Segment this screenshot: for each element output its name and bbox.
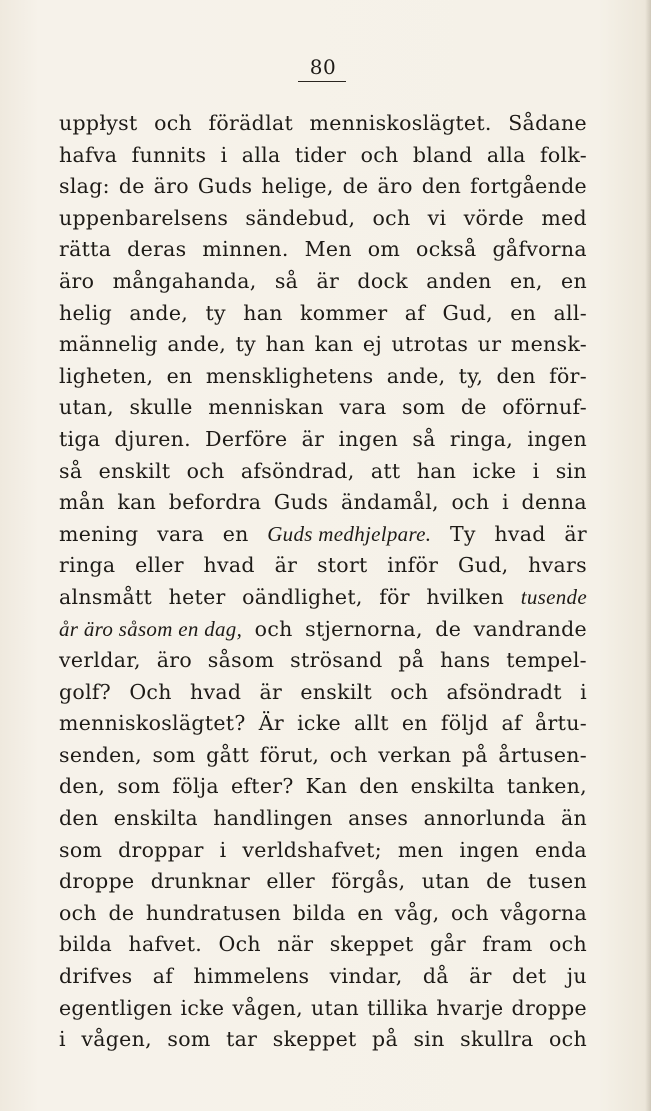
word: Guds <box>197 174 253 199</box>
word: menniskoslägtet? <box>59 711 246 736</box>
text-line <box>59 771 587 803</box>
word: allt <box>353 711 389 736</box>
word: de <box>342 174 369 199</box>
word: af <box>501 711 522 736</box>
word: deras <box>127 237 187 262</box>
word: mensk- <box>510 332 587 357</box>
word: icke <box>472 458 517 483</box>
text-line <box>59 487 587 519</box>
word: droppe <box>511 995 587 1020</box>
word: utrotas <box>391 332 469 357</box>
word: all- <box>553 300 587 325</box>
word: enskilt <box>300 679 373 704</box>
word: tar <box>226 1027 258 1052</box>
word: våg, <box>394 900 440 925</box>
word: vågen, <box>232 995 303 1020</box>
word: helige, <box>261 174 334 199</box>
word: är <box>274 553 298 578</box>
word: anses <box>348 806 409 831</box>
word: minnen. <box>202 237 289 262</box>
italic-phrase: tusende <box>520 584 587 609</box>
word: Guds <box>273 490 329 515</box>
text-line <box>59 171 587 203</box>
word: ur <box>477 332 502 357</box>
text-line <box>59 1024 587 1056</box>
word: ingen <box>459 837 520 862</box>
page-edge-shadow <box>645 0 651 1111</box>
text-line <box>59 961 587 993</box>
word: enskilt <box>98 458 171 483</box>
word: kan <box>314 332 354 357</box>
word: af <box>152 964 174 989</box>
word: alla <box>241 142 281 167</box>
word: helig <box>59 300 113 325</box>
word: vara <box>157 521 205 546</box>
word: uppłyst <box>59 111 138 135</box>
word: bilda <box>59 932 113 957</box>
text-line <box>59 740 587 772</box>
text-line <box>59 456 587 488</box>
word: funnits <box>131 142 207 167</box>
word: i <box>219 837 227 862</box>
word: icke <box>297 711 341 736</box>
word: senden, <box>59 742 142 767</box>
word: de <box>460 395 487 420</box>
word: så <box>274 268 299 293</box>
word: fortgående <box>470 174 587 199</box>
word: utan, <box>59 395 114 420</box>
word: bilda <box>292 900 346 925</box>
italic-phrase: Guds medhjelpare. <box>267 521 432 546</box>
body-text <box>59 108 587 1056</box>
word: enskilta <box>410 774 495 799</box>
word: går <box>429 932 466 957</box>
word: vågorna <box>500 900 587 925</box>
word: heter <box>168 584 226 609</box>
word: kommer <box>300 300 388 325</box>
word: anden <box>426 268 492 293</box>
word: på <box>398 648 425 673</box>
word: hvad <box>494 521 546 546</box>
word: skullra <box>460 1027 534 1052</box>
word: eller <box>135 553 184 578</box>
word: mensklighetens <box>205 363 374 388</box>
word: Men <box>304 237 352 262</box>
word: för- <box>549 363 587 388</box>
text-line <box>59 803 587 835</box>
word: så <box>59 458 83 483</box>
word: förgås, <box>331 869 406 894</box>
word: som <box>167 1027 211 1052</box>
word: är <box>316 268 340 293</box>
word: äro <box>59 268 95 293</box>
word: och <box>549 1027 587 1052</box>
word: afsöndrad, <box>240 458 355 483</box>
word: förut, <box>259 742 320 767</box>
word: gått <box>206 742 250 767</box>
word: ty <box>235 332 257 357</box>
word: och <box>450 900 489 925</box>
word: stort <box>316 553 368 578</box>
word: såsom <box>207 648 275 673</box>
word: uppenbarelsens <box>59 205 229 230</box>
word: ringa <box>59 553 116 578</box>
word: gåfvorna <box>492 237 587 262</box>
word: förädlat <box>208 111 294 135</box>
word: att <box>370 458 401 483</box>
text-line <box>59 677 587 709</box>
word: vi <box>427 205 447 230</box>
word: djuren. <box>114 426 191 451</box>
word: tiga <box>59 426 101 451</box>
word: och <box>549 932 587 957</box>
word: äro <box>377 174 413 199</box>
word: de <box>108 900 135 925</box>
word: alla <box>486 142 526 167</box>
text-line <box>59 645 587 677</box>
word: en <box>357 900 384 925</box>
text-line <box>59 993 587 1025</box>
word: Är <box>258 711 284 736</box>
word: befordra <box>168 490 262 515</box>
word: årtusen- <box>498 742 587 767</box>
word: ande, <box>167 332 227 357</box>
page-number: 80 <box>309 55 337 79</box>
word: på <box>461 742 488 767</box>
word: ingen <box>338 426 399 451</box>
word: en <box>222 521 249 546</box>
word: han <box>416 458 457 483</box>
word: handlingen <box>213 806 333 831</box>
word: och <box>329 742 368 767</box>
word: oändlighet, <box>242 584 363 609</box>
word: hvars <box>528 553 587 578</box>
word: den, <box>59 774 106 799</box>
word: Sådane <box>508 111 587 135</box>
word: följd <box>440 711 489 736</box>
word: den <box>421 174 462 199</box>
word: som <box>402 395 446 420</box>
word: och <box>154 111 192 135</box>
text-line <box>59 266 587 298</box>
word: de <box>435 616 462 641</box>
text-line <box>59 582 587 614</box>
word: skeppet <box>272 1027 357 1052</box>
word: vandrande <box>473 616 587 641</box>
word: verkan <box>378 742 452 767</box>
word: mångahanda, <box>112 268 257 293</box>
word: denna <box>521 490 587 515</box>
word: Derföre <box>205 426 288 451</box>
word: droppe <box>59 869 135 894</box>
word: är <box>469 964 492 989</box>
word: som <box>59 837 103 862</box>
word: mening <box>59 521 139 546</box>
word: ju <box>566 964 587 989</box>
word: för <box>379 584 410 609</box>
word: utan <box>421 869 470 894</box>
word: efter? <box>230 774 294 799</box>
word: enskilta <box>113 806 198 831</box>
word: en <box>166 363 193 388</box>
word: en, <box>509 268 543 293</box>
word: tanken, <box>506 774 587 799</box>
word: menniskoslägtet. <box>309 111 492 135</box>
text-line <box>59 614 587 646</box>
word: egentligen <box>59 995 173 1020</box>
word: menniskan <box>208 395 324 420</box>
text-line <box>59 329 587 361</box>
word: den <box>359 774 399 799</box>
word: så <box>412 426 436 451</box>
text-line <box>59 550 587 582</box>
word: Och <box>129 679 172 704</box>
word: sin <box>555 458 587 483</box>
word: är <box>301 426 325 451</box>
word: Och <box>218 932 261 957</box>
word: ty, <box>458 363 484 388</box>
word: enda <box>535 837 587 862</box>
word: stjernorna, <box>305 616 423 641</box>
word: ej <box>362 332 382 357</box>
word: hafva <box>59 142 118 167</box>
word: vara <box>339 395 387 420</box>
word: verldar, <box>59 648 141 673</box>
word: i <box>59 1027 66 1052</box>
word: och <box>186 458 225 483</box>
word: och <box>372 205 411 230</box>
word: han <box>243 300 283 325</box>
word: en <box>561 268 587 293</box>
word: hans <box>440 648 491 673</box>
word: männelig <box>59 332 158 357</box>
word: bland <box>412 142 473 167</box>
word: och <box>451 490 490 515</box>
word: i <box>220 142 228 167</box>
word: annorlunda <box>423 806 546 831</box>
text-line <box>59 866 587 898</box>
word: eller <box>266 869 316 894</box>
word: som <box>117 774 161 799</box>
word: vindar, <box>329 964 403 989</box>
word: de <box>486 869 512 894</box>
word: Gud, <box>442 300 493 325</box>
word: ande, <box>386 363 446 388</box>
word: ligheten, <box>59 363 154 388</box>
word: hafvet. <box>128 932 203 957</box>
word: ty <box>205 300 226 325</box>
word: och <box>390 679 429 704</box>
word: och <box>59 900 97 925</box>
word: hvarje <box>436 995 504 1020</box>
word: det <box>512 964 547 989</box>
word: tider <box>294 142 347 167</box>
word: hvilken <box>426 584 505 609</box>
text-line <box>59 708 587 740</box>
word: är <box>259 679 283 704</box>
word: drunknar <box>150 869 251 894</box>
word: fram <box>482 932 533 957</box>
word: Kan <box>305 774 348 799</box>
word: mån <box>59 490 105 515</box>
word: utan <box>310 995 360 1020</box>
text-line <box>59 203 587 235</box>
text-line <box>59 835 587 867</box>
word: som <box>152 742 196 767</box>
text-line <box>59 929 587 961</box>
word: äro <box>153 174 189 199</box>
word: på <box>372 1027 398 1052</box>
word: alnsmått <box>59 584 153 609</box>
word: han <box>265 332 306 357</box>
word: de <box>118 174 145 199</box>
word: skulle <box>129 395 193 420</box>
word: den <box>59 806 99 831</box>
word: inför <box>387 553 439 578</box>
word: afsöndradt <box>446 679 562 704</box>
word: dock <box>357 268 408 293</box>
word: sändebud, <box>245 205 356 230</box>
word: också <box>416 237 477 262</box>
text-line <box>59 234 587 266</box>
text-line <box>59 898 587 930</box>
word: i <box>502 490 509 515</box>
text-line <box>59 519 587 551</box>
text-line <box>59 361 587 393</box>
word: droppar <box>118 837 204 862</box>
word: den <box>496 363 536 388</box>
word: kan <box>117 490 157 515</box>
word: en <box>510 300 537 325</box>
word: sin <box>413 1027 445 1052</box>
word: i <box>532 458 540 483</box>
word: skeppet <box>329 932 414 957</box>
word: tillika <box>367 995 429 1020</box>
italic-phrase: år äro såsom en dag, <box>59 616 243 641</box>
word: ringa, <box>449 426 514 451</box>
word: följa <box>172 774 219 799</box>
word: icke <box>180 995 225 1020</box>
word: himmelens <box>193 964 310 989</box>
word: årtu- <box>535 711 587 736</box>
word: är <box>564 521 587 546</box>
word: strösand <box>290 648 383 673</box>
word: hvad <box>189 679 242 704</box>
word: med <box>541 205 587 230</box>
word: och <box>360 142 399 167</box>
word: drifves <box>59 964 133 989</box>
word: folk- <box>540 142 587 167</box>
word: verldshafvet; <box>242 837 382 862</box>
word: äro <box>156 648 192 673</box>
word: om <box>367 237 401 262</box>
word: tusen <box>528 869 587 894</box>
word: vörde <box>463 205 525 230</box>
word: Ty <box>449 521 476 546</box>
word: hundratusen <box>145 900 282 925</box>
text-line <box>59 392 587 424</box>
word: en <box>401 711 428 736</box>
word: golf? <box>59 679 112 704</box>
word: i <box>580 679 587 704</box>
word: tempel- <box>506 648 587 673</box>
word: ingen <box>527 426 587 451</box>
text-line <box>59 140 587 172</box>
word: och <box>254 616 293 641</box>
word: af <box>404 300 426 325</box>
word: då <box>422 964 449 989</box>
word: rätta <box>59 237 112 262</box>
text-line <box>59 424 587 456</box>
word: slag: <box>59 174 110 199</box>
word: ändamål, <box>340 490 439 515</box>
word: ande, <box>129 300 189 325</box>
word: när <box>277 932 314 957</box>
word: än <box>560 806 587 831</box>
word: vågen, <box>81 1027 152 1052</box>
word: hvad <box>203 553 255 578</box>
word: oförnuf- <box>502 395 587 420</box>
text-line <box>59 298 587 330</box>
text-line <box>59 108 587 140</box>
word: men <box>397 837 444 862</box>
page-number-rule <box>298 81 346 82</box>
word: Gud, <box>458 553 509 578</box>
